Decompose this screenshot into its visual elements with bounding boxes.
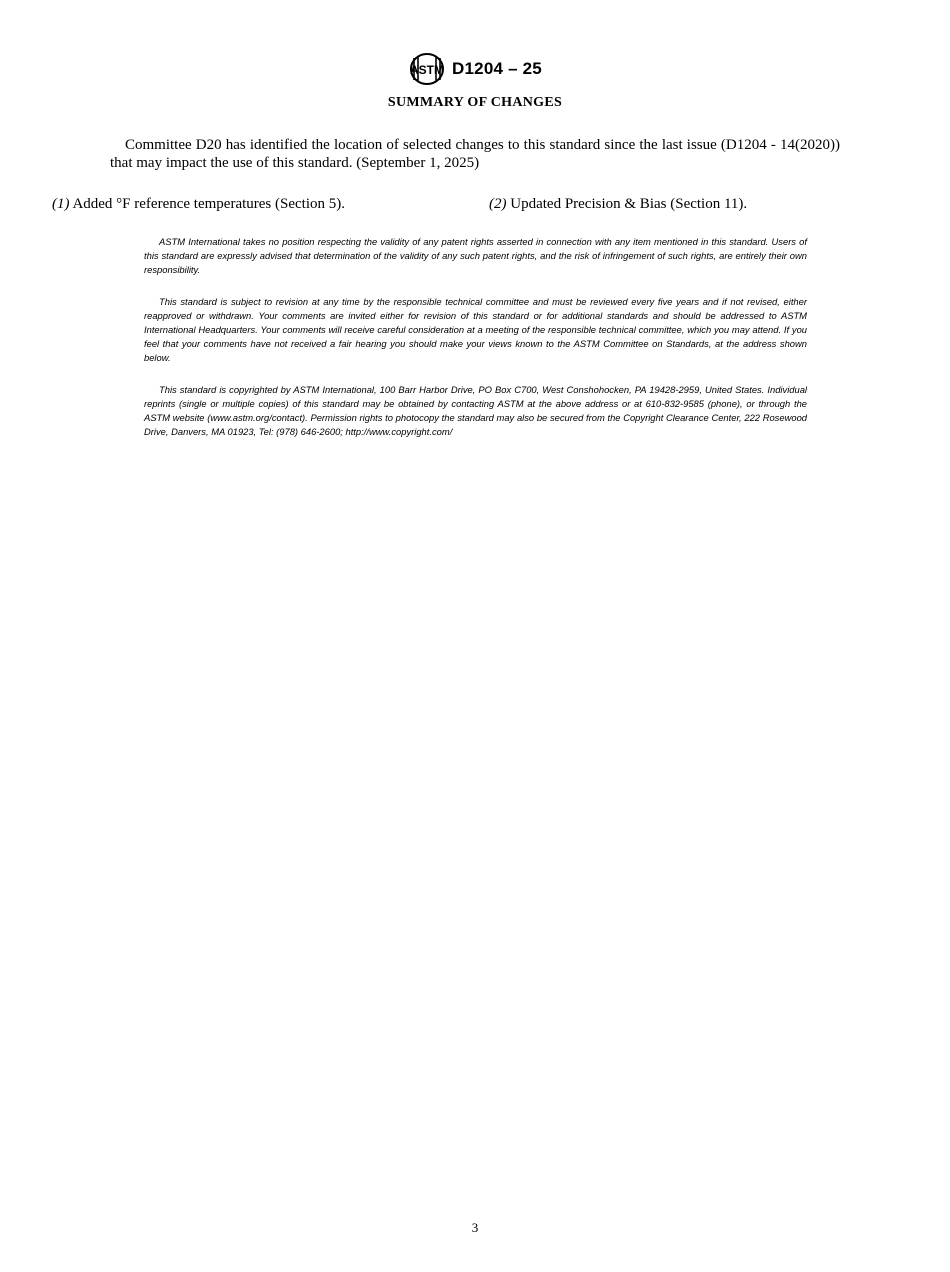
patent-notice: ASTM International takes no position respecting the validity of any patent rights asserted in connection with any item mentioned in this standard. Users of this standard are expressly advised that determination of the validity of any such patent rights, and the risk of infringement of such rights, are entirely their own responsibility. (144, 236, 807, 275)
summary-intro: Committee D20 has identified the location of selected changes to this standard since the last issue (D1204 - 14(2020)) that may impact the use of this standard. (September 1, 2025) (110, 137, 840, 171)
revision-notice: This standard is subject to revision at any time by the responsible technical committee and must be reviewed every five years and if not revised, either reapproved or withdrawn. Your comments are invited either for revision of this standard or for additional standards and should be addressed to ASTM International Headquarters. Your comments will receive careful consideration at a meeting of the responsible technical committee, which you may attend. If you feel that your comments have not received a fair hearing you should make your views known to the ASTM Committee on Standards, at the address shown below. (144, 296, 807, 363)
change-number: (2) (489, 196, 507, 212)
change-item-1 (52, 195, 345, 213)
document-header (0, 52, 950, 86)
page-number: 3 (471, 1220, 479, 1235)
change-text: Added °F reference temperatures (Section 5). (72, 196, 345, 212)
change-text: Updated Precision & Bias (Section 11). (510, 196, 748, 212)
astm-logo-icon (408, 52, 446, 86)
logo-lettering: ASTM (410, 63, 445, 77)
change-number: (1) (52, 196, 70, 212)
standard-designation: D1204 – 25 (452, 59, 542, 78)
summary-title: SUMMARY OF CHANGES (387, 95, 563, 110)
change-item-2 (489, 195, 747, 213)
copyright-notice: This standard is copyrighted by ASTM International, 100 Barr Harbor Drive, PO Box C700, West Conshohocken, PA 19428-2959, United States. Individual reprints (single or multiple copies) of this standard may be obtained by contacting ASTM at the above address or at 610-832-9585 (phone), or through the ASTM website (www.astm.org/contact). Permission rights to photocopy the standard may also be secured from the Copyright Clearance Center, 222 Rosewood Drive, Danvers, MA 01923, Tel: (978) 646-2600; http://www.copyright.com/ (144, 384, 807, 437)
